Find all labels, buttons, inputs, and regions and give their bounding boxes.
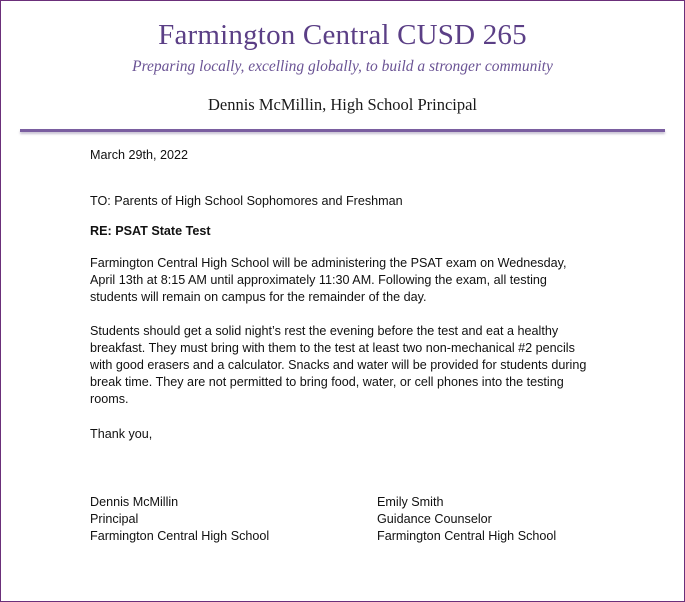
subject-line: RE: PSAT State Test [90,224,211,238]
letter-paragraph-2: Students should get a solid night’s rest the evening before the test and eat a healthy breakfast. They must bring with them to the test at least two non-mechanical #2 pencils with good erasers and a calculator. Snacks and water will be provided for students during break time. They are not permitted to bring food, water, or cell phones into the testing rooms. [90,324,587,406]
header-divider [20,129,665,132]
organization-name: Farmington Central CUSD 265 [158,19,527,51]
signer-title: Principal [90,512,139,526]
principal-line: Dennis McMillin, High School Principal [207,95,478,114]
letter-date: March 29th, 2022 [90,148,189,162]
signature-block-principal [90,494,269,545]
signer-organization: Farmington Central High School [377,529,557,543]
closing: Thank you, [90,427,153,441]
signer-name: Emily Smith [377,495,444,509]
tagline: Preparing locally, excelling globally, to build a stronger community [132,58,553,75]
signer-name: Dennis McMillin [90,495,179,509]
signer-organization: Farmington Central High School [90,529,270,543]
signature-block-counselor [377,494,556,545]
letter-paragraph-1: Farmington Central High School will be administering the PSAT exam on Wednesday, April 13th at 8:15 AM until approximately 11:30 AM. Following the exam, all testing students will remain on campus for the remainder of the day. [90,256,567,304]
signer-title: Guidance Counselor [377,512,492,526]
recipient-line: TO: Parents of High School Sophomores and Freshman [90,194,403,208]
